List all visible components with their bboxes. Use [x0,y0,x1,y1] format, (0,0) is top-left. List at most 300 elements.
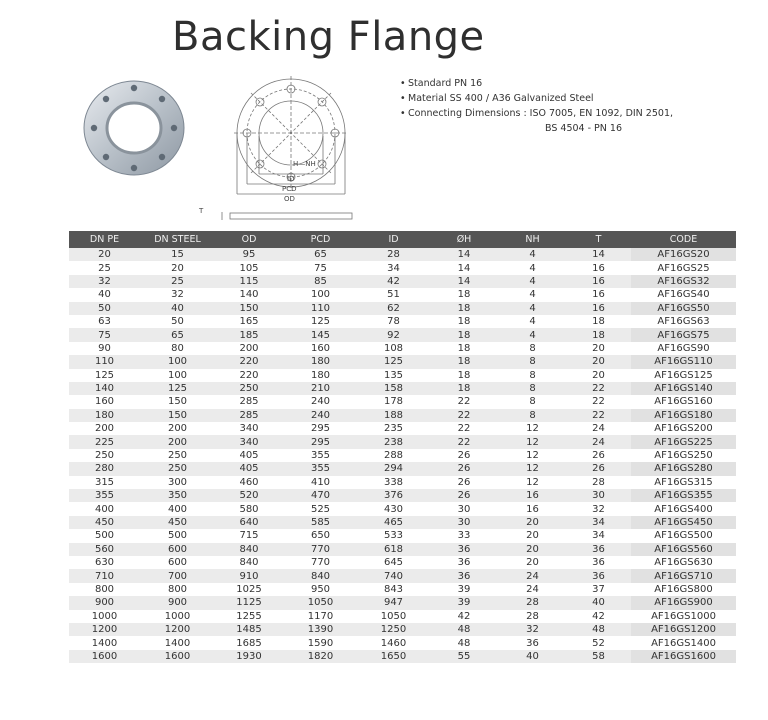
table-row [69,382,736,395]
table-cell: 12 [499,476,566,489]
table-cell: 26 [429,449,499,462]
table-cell: 14 [429,248,499,261]
table-cell: 285 [215,395,283,408]
table-cell: 14 [429,275,499,288]
table-cell: 520 [215,489,283,502]
table-cell: 450 [69,516,140,529]
table-cell: 20 [566,369,631,382]
table-cell: 340 [215,435,283,448]
table-cell: 355 [283,449,358,462]
table-row [69,342,736,355]
table-cell: 4 [499,328,566,341]
table-cell: 8 [499,355,566,368]
table-cell: 80 [140,342,215,355]
table-cell: 585 [283,516,358,529]
table-cell: 18 [429,288,499,301]
table-cell: 158 [358,382,429,395]
table-cell: 42 [358,275,429,288]
table-cell: AF16GS355 [631,489,736,502]
table-cell: 32 [566,502,631,515]
table-cell: AF16GS180 [631,409,736,422]
table-cell: 500 [140,529,215,542]
table-cell: AF16GS280 [631,462,736,475]
table-cell: 600 [140,556,215,569]
table-cell: 1400 [140,636,215,649]
table-cell: 48 [566,623,631,636]
table-cell: 28 [358,248,429,261]
table-cell: 140 [69,382,140,395]
table-cell: 376 [358,489,429,502]
table-row [69,623,736,636]
table-cell: 843 [358,583,429,596]
table-cell: 947 [358,596,429,609]
table-row [69,502,736,515]
table-cell: 295 [283,435,358,448]
table-cell: 18 [566,315,631,328]
table-cell: 180 [283,355,358,368]
table-row [69,302,736,315]
table-cell: 125 [140,382,215,395]
table-cell: 1600 [140,650,215,663]
flange-drawing [196,76,366,226]
table-cell: 1125 [215,596,283,609]
table-cell: 1685 [215,636,283,649]
table-cell: 1930 [215,650,283,663]
table-cell: 40 [566,596,631,609]
column-header: NH [499,231,566,248]
table-cell: 24 [566,422,631,435]
table-cell: 533 [358,529,429,542]
table-cell: 1170 [283,610,358,623]
table-cell: 65 [283,248,358,261]
table-body [69,248,736,663]
table-cell: 210 [283,382,358,395]
table-cell: 14 [429,261,499,274]
table-cell: 20 [566,355,631,368]
table-row [69,355,736,368]
table-cell: 240 [283,395,358,408]
table-cell: 18 [429,382,499,395]
spec-item: • Connecting Dimensions : ISO 7005, EN 1092, DIN 2501, [400,108,674,119]
table-cell: 30 [429,516,499,529]
table-cell: 22 [566,409,631,422]
table-row [69,516,736,529]
table-cell: 20 [499,543,566,556]
table-cell: 180 [283,369,358,382]
column-header: DN STEEL [140,231,215,248]
table-cell: 12 [499,449,566,462]
table-cell: 470 [283,489,358,502]
table-cell: 640 [215,516,283,529]
table-cell: AF16GS90 [631,342,736,355]
table-cell: 240 [283,409,358,422]
column-header: ID [358,231,429,248]
table-row [69,328,736,341]
table-cell: 1460 [358,636,429,649]
table-cell: 4 [499,275,566,288]
table-cell: 630 [69,556,140,569]
table-cell: 770 [283,543,358,556]
table-cell: 26 [429,489,499,502]
table-cell: 51 [358,288,429,301]
table-cell: 250 [140,449,215,462]
table-cell: 400 [140,502,215,515]
table-cell: 1590 [283,636,358,649]
table-cell: 800 [69,583,140,596]
table-row [69,569,736,582]
table-cell: 42 [566,610,631,623]
table-cell: 770 [283,556,358,569]
table-cell: AF16GS50 [631,302,736,315]
table-cell: 200 [69,422,140,435]
table-cell: 55 [429,650,499,663]
table-cell: 18 [429,315,499,328]
table-cell: 16 [499,489,566,502]
table-cell: 28 [499,596,566,609]
table-cell: 22 [429,409,499,422]
table-cell: 8 [499,342,566,355]
table-cell: 285 [215,409,283,422]
table-cell: 37 [566,583,631,596]
table-cell: 250 [215,382,283,395]
table-cell: 30 [429,502,499,515]
table-cell: 178 [358,395,429,408]
spec-list [400,76,673,136]
table-cell: 465 [358,516,429,529]
table-cell: 115 [215,275,283,288]
table-cell: 225 [69,435,140,448]
table-cell: 580 [215,502,283,515]
table-cell: 25 [140,275,215,288]
table-cell: 1200 [140,623,215,636]
column-header: PCD [283,231,358,248]
table-cell: 1400 [69,636,140,649]
table-cell: 4 [499,261,566,274]
pcd-label: PCD [282,185,297,193]
dimensions-table [69,231,736,663]
table-cell: 315 [69,476,140,489]
table-cell: 20 [499,556,566,569]
table-row [69,449,736,462]
table-row [69,610,736,623]
table-row [69,556,736,569]
table-cell: AF16GS75 [631,328,736,341]
table-cell: 36 [429,569,499,582]
table-cell: 12 [499,435,566,448]
table-cell: 32 [140,288,215,301]
table-cell: 430 [358,502,429,515]
spec-item-continued: BS 4504 - PN 16 [545,123,622,134]
table-cell: 400 [69,502,140,515]
table-cell: 100 [140,355,215,368]
table-cell: 15 [140,248,215,261]
table-cell: 900 [140,596,215,609]
table-cell: AF16GS1000 [631,610,736,623]
table-cell: 4 [499,248,566,261]
table-cell: 355 [69,489,140,502]
table-cell: AF16GS710 [631,569,736,582]
table-cell: 140 [215,288,283,301]
table-row [69,462,736,475]
column-header: ØH [429,231,499,248]
table-cell: 24 [499,569,566,582]
table-cell: 100 [283,288,358,301]
table-cell: 40 [499,650,566,663]
table-cell: 840 [215,543,283,556]
table-cell: 450 [140,516,215,529]
table-row [69,476,736,489]
table-cell: 250 [140,462,215,475]
table-cell: AF16GS40 [631,288,736,301]
table-cell: 410 [283,476,358,489]
table-cell: 220 [215,369,283,382]
table-cell: 16 [566,275,631,288]
id-label: ID [287,175,295,183]
table-cell: 26 [429,476,499,489]
table-cell: 20 [566,342,631,355]
table-cell: 34 [358,261,429,274]
table-cell: 280 [69,462,140,475]
column-header: DN PE [69,231,140,248]
table-cell: AF16GS500 [631,529,736,542]
table-cell: 125 [283,315,358,328]
table-cell: 12 [499,422,566,435]
table-cell: 840 [215,556,283,569]
table-cell: 20 [499,529,566,542]
table-cell: 30 [566,489,631,502]
table-cell: 250 [69,449,140,462]
table-cell: 200 [140,422,215,435]
table-cell: 150 [140,395,215,408]
table-header [69,231,736,248]
table-cell: 100 [140,369,215,382]
table-cell: 188 [358,409,429,422]
table-cell: AF16GS1200 [631,623,736,636]
table-cell: 52 [566,636,631,649]
table-cell: 40 [140,302,215,315]
table-cell: 22 [566,382,631,395]
table-cell: 238 [358,435,429,448]
table-cell: 4 [499,302,566,315]
table-cell: 36 [566,556,631,569]
spec-item: • Material SS 400 / A36 Galvanized Steel [400,93,594,104]
table-row [69,261,736,274]
table-cell: 39 [429,583,499,596]
table-cell: 24 [499,583,566,596]
table-cell: 145 [283,328,358,341]
table-cell: 16 [566,302,631,315]
table-cell: 800 [140,583,215,596]
table-cell: 1650 [358,650,429,663]
table-row [69,395,736,408]
table-cell: 32 [69,275,140,288]
table-cell: 150 [140,409,215,422]
table-cell: 1820 [283,650,358,663]
table-cell: 50 [140,315,215,328]
table-cell: 108 [358,342,429,355]
table-cell: 1250 [358,623,429,636]
table-cell: 33 [429,529,499,542]
table-row [69,248,736,261]
table-cell: 135 [358,369,429,382]
table-cell: 1600 [69,650,140,663]
table-cell: 220 [215,355,283,368]
table-cell: AF16GS630 [631,556,736,569]
table-cell: 78 [358,315,429,328]
table-row [69,583,736,596]
table-cell: 910 [215,569,283,582]
table-cell: 125 [69,369,140,382]
table-cell: 950 [283,583,358,596]
table-cell: 105 [215,261,283,274]
table-cell: AF16GS1400 [631,636,736,649]
table-cell: 700 [140,569,215,582]
table-cell: 58 [566,650,631,663]
table-cell: 618 [358,543,429,556]
table-cell: AF16GS25 [631,261,736,274]
table-row [69,435,736,448]
table-cell: 63 [69,315,140,328]
table-cell: 338 [358,476,429,489]
table-cell: 525 [283,502,358,515]
table-row [69,422,736,435]
table-cell: 26 [566,462,631,475]
table-cell: 1050 [283,596,358,609]
table-cell: 75 [69,328,140,341]
table-cell: 150 [215,302,283,315]
table-cell: 22 [429,435,499,448]
table-cell: 1390 [283,623,358,636]
table-row [69,315,736,328]
table-cell: 160 [69,395,140,408]
flange-photo [82,76,187,181]
table-cell: 295 [283,422,358,435]
table-cell: 20 [69,248,140,261]
table-cell: 16 [499,502,566,515]
spec-item: • Standard PN 16 [400,78,483,89]
table-row [69,409,736,422]
table-cell: 715 [215,529,283,542]
table-row [69,275,736,288]
table-cell: 42 [429,610,499,623]
table-cell: 28 [499,610,566,623]
column-header: OD [215,231,283,248]
nh-label: H—NH [293,160,316,168]
table-cell: 36 [499,636,566,649]
table-cell: 165 [215,315,283,328]
table-cell: 90 [69,342,140,355]
table-cell: 288 [358,449,429,462]
column-header: T [566,231,631,248]
table-cell: 560 [69,543,140,556]
table-cell: 14 [566,248,631,261]
table-cell: 22 [566,395,631,408]
table-cell: AF16GS63 [631,315,736,328]
table-cell: 20 [499,516,566,529]
table-cell: 185 [215,328,283,341]
table-cell: AF16GS560 [631,543,736,556]
table-cell: AF16GS400 [631,502,736,515]
page-title: Backing Flange [172,14,485,60]
table-row [69,529,736,542]
t-label: T [199,207,204,215]
table-cell: AF16GS1600 [631,650,736,663]
table-cell: 65 [140,328,215,341]
table-cell: 22 [429,422,499,435]
table-cell: AF16GS250 [631,449,736,462]
table-cell: 840 [283,569,358,582]
table-cell: 200 [140,435,215,448]
table-cell: 48 [429,636,499,649]
table-cell: 645 [358,556,429,569]
table-cell: 1050 [358,610,429,623]
table-cell: 110 [283,302,358,315]
table-row [69,288,736,301]
table-cell: AF16GS200 [631,422,736,435]
table-cell: 85 [283,275,358,288]
table-cell: 36 [566,543,631,556]
table-cell: AF16GS140 [631,382,736,395]
table-cell: 62 [358,302,429,315]
table-cell: 16 [566,288,631,301]
table-cell: 8 [499,409,566,422]
table-cell: 340 [215,422,283,435]
table-cell: 34 [566,516,631,529]
table-cell: 32 [499,623,566,636]
table-cell: 1025 [215,583,283,596]
table-cell: 18 [429,328,499,341]
table-cell: 900 [69,596,140,609]
table-cell: 405 [215,462,283,475]
table-cell: 16 [566,261,631,274]
table-cell: AF16GS315 [631,476,736,489]
table-cell: 8 [499,382,566,395]
table-cell: 39 [429,596,499,609]
table-row [69,650,736,663]
table-cell: 18 [429,369,499,382]
table-cell: 92 [358,328,429,341]
table-cell: 300 [140,476,215,489]
table-cell: 28 [566,476,631,489]
table-cell: 600 [140,543,215,556]
table-cell: AF16GS20 [631,248,736,261]
table-cell: 40 [69,288,140,301]
table-cell: 460 [215,476,283,489]
table-cell: 1000 [140,610,215,623]
table-cell: 110 [69,355,140,368]
table-row [69,543,736,556]
table-cell: 8 [499,395,566,408]
table-cell: 36 [429,543,499,556]
table-cell: 650 [283,529,358,542]
table-cell: 200 [215,342,283,355]
table-cell: 18 [429,355,499,368]
table-cell: 75 [283,261,358,274]
table-cell: AF16GS125 [631,369,736,382]
table-cell: 25 [69,261,140,274]
table-cell: 18 [429,302,499,315]
table-cell: 740 [358,569,429,582]
table-cell: AF16GS800 [631,583,736,596]
table-row [69,489,736,502]
table-cell: AF16GS32 [631,275,736,288]
table-cell: 180 [69,409,140,422]
table-cell: AF16GS900 [631,596,736,609]
table-cell: 1485 [215,623,283,636]
column-header: CODE [631,231,736,248]
table-row [69,636,736,649]
table-cell: AF16GS225 [631,435,736,448]
